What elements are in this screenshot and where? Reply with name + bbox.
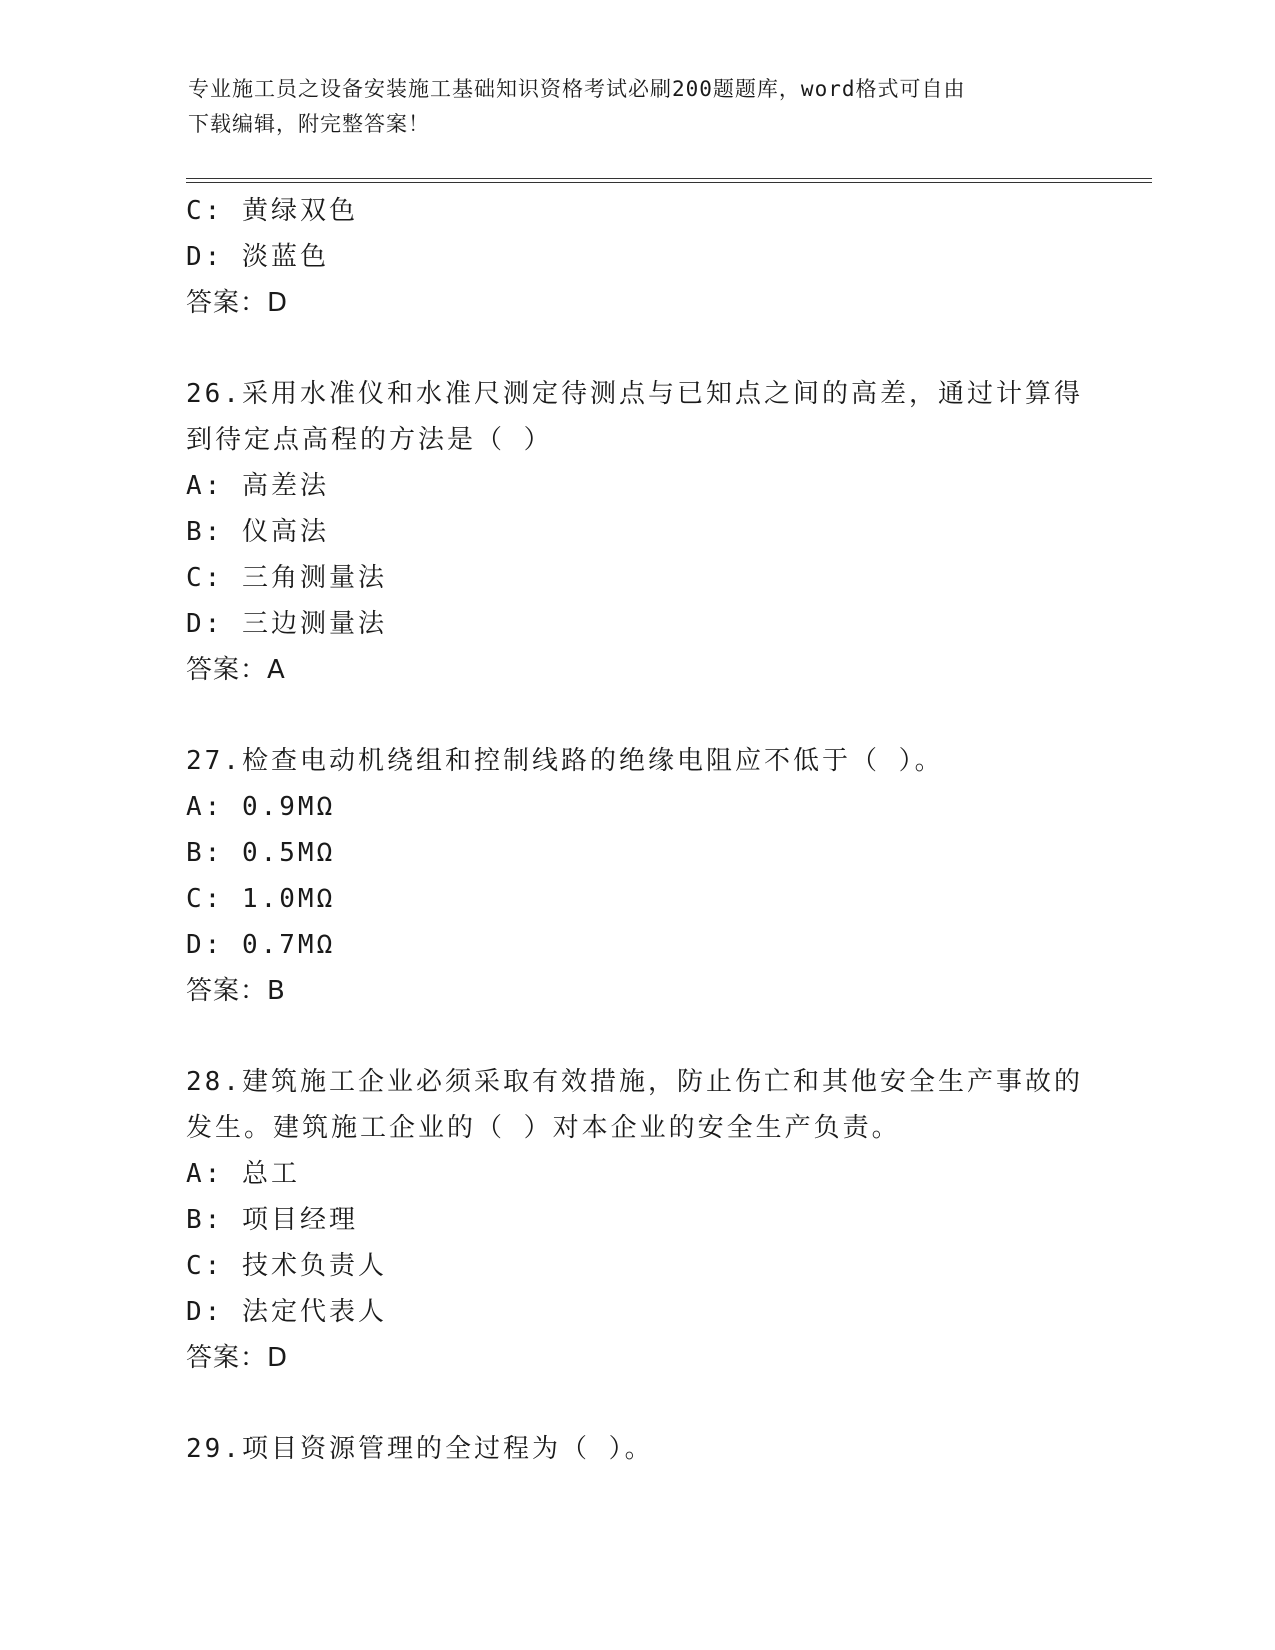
option-d: D: 法定代表人	[186, 1297, 387, 1327]
question-stem: 26.采用水准仪和水准尺测定待测点与已知点之间的高差，通过计算得	[186, 379, 1083, 409]
question-27	[186, 738, 1086, 1014]
answer-line: 答案：D	[186, 288, 289, 318]
option-b: B: 项目经理	[186, 1205, 358, 1235]
document-header	[188, 72, 1068, 142]
question-list	[186, 188, 1086, 1472]
answer-line: 答案：D	[186, 1343, 289, 1373]
header-title-line-2: 下载编辑，附完整答案！	[188, 112, 430, 136]
question-29	[186, 1426, 1086, 1472]
question-26	[186, 371, 1086, 693]
option-d: D: 淡蓝色	[186, 242, 329, 272]
option-c: C: 三角测量法	[186, 563, 387, 593]
option-c: C: 黄绿双色	[186, 196, 358, 226]
question-28	[186, 1059, 1086, 1381]
option-d: D: 0.7MΩ	[186, 930, 336, 960]
answer-line: 答案：A	[186, 655, 286, 685]
spacer	[186, 1381, 1086, 1426]
header-divider-bottom	[186, 182, 1152, 183]
option-b: B: 0.5MΩ	[186, 838, 336, 868]
spacer	[186, 326, 1086, 371]
question-stem: 28.建筑施工企业必须采取有效措施，防止伤亡和其他安全生产事故的	[186, 1067, 1083, 1097]
header-divider-top	[186, 178, 1152, 179]
spacer	[186, 693, 1086, 738]
question-stem-continued: 到待定点高程的方法是（ ）	[186, 425, 553, 455]
answer-line: 答案：B	[186, 976, 286, 1006]
question-stem: 27.检查电动机绕组和控制线路的绝缘电阻应不低于（ ）。	[186, 746, 944, 776]
option-c: C: 技术负责人	[186, 1251, 387, 1281]
question-stem-continued: 发生。建筑施工企业的（ ）对本企业的安全生产负责。	[186, 1113, 901, 1143]
option-c: C: 1.0MΩ	[186, 884, 336, 914]
option-a: A: 0.9MΩ	[186, 792, 336, 822]
question-stem: 29.项目资源管理的全过程为（ ）。	[186, 1434, 654, 1464]
option-d: D: 三边测量法	[186, 609, 387, 639]
question-25-continued	[186, 188, 1086, 326]
option-a: A: 高差法	[186, 471, 329, 501]
header-title-line-1: 专业施工员之设备安装施工基础知识资格考试必刷200题题库，word格式可自由	[188, 77, 966, 101]
option-b: B: 仪高法	[186, 517, 329, 547]
option-a: A: 总工	[186, 1159, 300, 1189]
spacer	[186, 1014, 1086, 1059]
